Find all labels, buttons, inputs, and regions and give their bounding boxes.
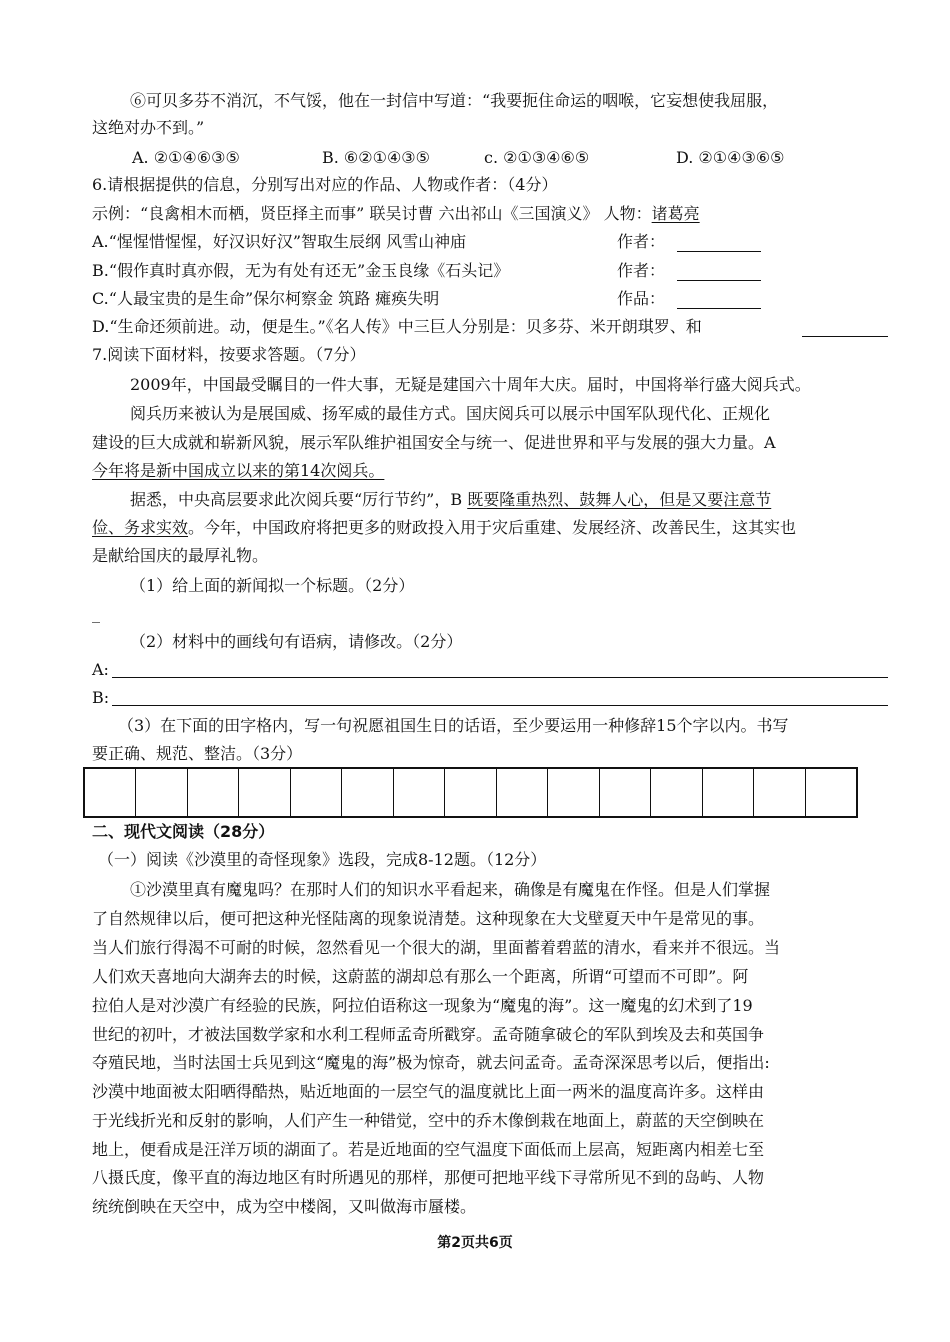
q7-p2-line2: 建设的巨大成就和崭新风貌，展示军队维护祖国安全与统一、促进世界和平与发展的强大力量。A bbox=[92, 433, 776, 452]
section2-title: 二、现代文阅读（28分） bbox=[92, 822, 275, 841]
passage-line: 世纪的初叶，才被法国数学家和水利工程师孟奇所戳穿。孟奇随拿破仑的军队到埃及去和英国争 bbox=[92, 1025, 765, 1044]
q7-sub1-answer-mark[interactable]: _ bbox=[92, 604, 100, 623]
passage-line: 统统倒映在天空中，成为空中楼阁，又叫做海市蜃楼。 bbox=[92, 1197, 477, 1216]
q6-item-c-label: 作品： bbox=[617, 289, 666, 308]
q7-p2-line3 bbox=[92, 458, 892, 484]
q7-answer-a-label: A: bbox=[92, 660, 109, 679]
grid-cell[interactable] bbox=[136, 769, 187, 816]
grid-cell[interactable] bbox=[651, 769, 702, 816]
q7-underlined-b2: 俭、务求实效 bbox=[92, 518, 189, 537]
q5-item-6-line2: 这绝对办不到。” bbox=[92, 118, 205, 137]
q6-item-c bbox=[92, 286, 892, 312]
q6-item-d bbox=[92, 314, 892, 340]
grid-cell[interactable] bbox=[445, 769, 496, 816]
q7-p2-line1: 阅兵历来被认为是展国威、扬军威的最佳方式。国庆阅兵可以展示中国军队现代化、正规化 bbox=[130, 404, 771, 423]
grid-cell[interactable] bbox=[85, 769, 136, 816]
passage-line: 沙漠中地面被太阳晒得酷热，贴近地面的一层空气的温度就比上面一两米的温度高许多。这样由 bbox=[92, 1082, 765, 1101]
q7-sub1: （1）给上面的新闻拟一个标题。（2分） bbox=[130, 576, 415, 595]
q6-example-text: 示例：“良禽相木而栖，贤臣择主而事” 联吴讨曹 六出祁山《三国演义》 人物： bbox=[92, 204, 652, 223]
passage-line: 八摄氏度，像平直的海边地区有时所遇见的那样，那便可把地平线下寻常所见不到的岛屿、人物 bbox=[92, 1168, 765, 1187]
q5-item-6-line1: ⑥可贝多芬不消沉，不气馁，他在一封信中写道：“我要扼住命运的咽喉，它妄想使我屈服， bbox=[130, 91, 779, 110]
q6-item-c-blank[interactable] bbox=[677, 290, 761, 309]
q6-item-d-text: D.“生命还须前进。动，便是生。”《名人传》中三巨人分别是：贝多芬、米开朗琪罗、和 bbox=[92, 317, 702, 336]
grid-cell[interactable] bbox=[342, 769, 393, 816]
grid-cell[interactable] bbox=[291, 769, 342, 816]
q6-example-answer: 诸葛亮 bbox=[651, 204, 700, 223]
grid-cell[interactable] bbox=[754, 769, 805, 816]
section2-sub1: （一）阅读《沙漠里的奇怪现象》选段，完成8-12题。（12分） bbox=[98, 850, 547, 869]
writing-grid[interactable] bbox=[83, 767, 858, 818]
q6-item-b bbox=[92, 258, 892, 284]
grid-cell[interactable] bbox=[806, 769, 856, 816]
page-footer: 第2页共6页 bbox=[437, 1235, 513, 1251]
passage-line: 人们欢天喜地向大湖奔去的时候，这蔚蓝的湖却总有那么一个距离，所谓“可望而不可即”。阿 bbox=[92, 967, 749, 986]
grid-cell[interactable] bbox=[548, 769, 599, 816]
q7-p3-text1: 据悉，中央高层要求此次阅兵要“厉行节约”，B bbox=[130, 490, 468, 509]
q5-option-c: c. ②①③④⑥⑤ bbox=[484, 148, 590, 167]
q6-example bbox=[92, 201, 892, 227]
q7-p3-line3: 是献给国庆的最厚礼物。 bbox=[92, 546, 269, 565]
q5-options bbox=[0, 145, 950, 171]
passage-line: 地上，便看成是汪洋万顷的湖面了。若是近地面的空气温度下面低而上层高，短距离内相差七至 bbox=[92, 1140, 765, 1159]
q6-item-b-blank[interactable] bbox=[677, 262, 761, 281]
grid-cell[interactable] bbox=[188, 769, 239, 816]
q5-option-a: A. ②①④⑥③⑤ bbox=[132, 148, 240, 167]
q6-item-a-blank[interactable] bbox=[677, 233, 761, 252]
q6-item-b-label: 作者： bbox=[617, 261, 666, 280]
q7-answer-b-line[interactable] bbox=[112, 705, 888, 706]
passage-line: 当人们旅行得渴不可耐的时候，忽然看见一个很大的湖，里面蓄着碧蓝的清水，看来并不很远。当 bbox=[92, 938, 781, 957]
passage-line: 于光线折光和反射的影响，人们产生一种错觉，空中的乔木像倒栽在地面上，蔚蓝的天空倒映在 bbox=[92, 1111, 765, 1130]
grid-cell[interactable] bbox=[600, 769, 651, 816]
q6-title: 6.请根据提供的信息，分别写出对应的作品、人物或作者：（4分） bbox=[92, 175, 558, 194]
q6-item-a-label: 作者： bbox=[617, 232, 666, 251]
grid-cell[interactable] bbox=[239, 769, 290, 816]
q6-item-c-text: C.“人最宝贵的是生命”保尔柯察金 筑路 瘫痪失明 bbox=[92, 289, 440, 308]
q6-item-d-blank[interactable] bbox=[802, 318, 888, 337]
q6-item-b-text: B.“假作真时真亦假，无为有处有还无”金玉良缘《石头记》 bbox=[92, 261, 510, 280]
grid-cell[interactable] bbox=[497, 769, 548, 816]
q7-sub3-line1: （3）在下面的田字格内，写一句祝愿祖国生日的话语，至少要运用一种修辞15个字以内。书写 bbox=[118, 716, 789, 735]
q7-answer-a-line[interactable] bbox=[112, 677, 888, 678]
passage-line: 拉伯人是对沙漠广有经验的民族，阿拉伯语称这一现象为“魔鬼的海”。这一魔鬼的幻术到了19 bbox=[92, 996, 753, 1015]
passage-line: 了自然规律以后，便可把这种光怪陆离的现象说清楚。这种现象在大戈壁夏天中午是常见的事。 bbox=[92, 909, 765, 928]
q5-option-d: D. ②①④③⑥⑤ bbox=[676, 148, 785, 167]
q6-item-a-text: A.“惺惺惜惺惺，好汉识好汉”智取生辰纲 风雪山神庙 bbox=[92, 232, 467, 251]
q7-answer-b-label: B: bbox=[92, 688, 110, 707]
q7-p1: 2009年，中国最受瞩目的一件大事，无疑是建国六十周年大庆。届时，中国将举行盛大阅兵式。 bbox=[130, 375, 811, 394]
q7-p3-line2 bbox=[92, 515, 892, 541]
q7-title: 7.阅读下面材料，按要求答题。（7分） bbox=[92, 345, 366, 364]
grid-cell[interactable] bbox=[394, 769, 445, 816]
q7-sub3-line2: 要正确、规范、整洁。（3分） bbox=[92, 744, 303, 763]
q6-item-a bbox=[92, 229, 892, 255]
q7-underlined-a: 今年将是新中国成立以来的第14次阅兵。 bbox=[92, 461, 385, 480]
passage-line: 夺殖民地，当时法国士兵见到这“魔鬼的海”极为惊奇，就去问孟奇。孟奇深深思考以后，便指出: bbox=[92, 1053, 770, 1072]
q7-p3-line1 bbox=[130, 487, 930, 513]
q5-option-b: B. ⑥②①④③⑤ bbox=[322, 148, 430, 167]
q7-p3-text2: 。今年，中国政府将把更多的财政投入用于灾后重建、发展经济、改善民生，这其实也 bbox=[188, 518, 797, 537]
q7-underlined-b1: 既要隆重热烈、鼓舞人心，但是又要注意节 bbox=[467, 490, 772, 509]
grid-cell[interactable] bbox=[703, 769, 754, 816]
q7-sub2: （2）材料中的画线句有语病，请修改。（2分） bbox=[130, 632, 463, 651]
passage-line: ①沙漠里真有魔鬼吗？在那时人们的知识水平看起来，确像是有魔鬼在作怪。但是人们掌握 bbox=[130, 880, 771, 899]
